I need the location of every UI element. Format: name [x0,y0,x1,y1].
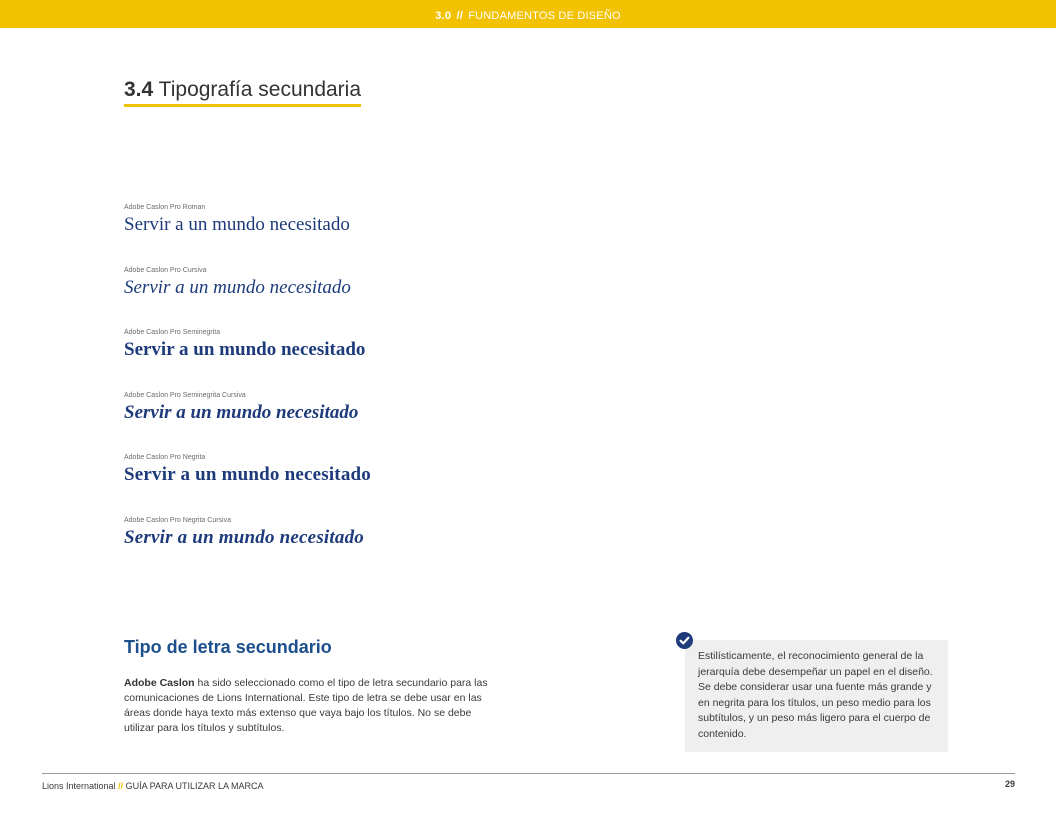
font-sample-text: Servir a un mundo necesitado [124,464,371,485]
footer-org: Lions International [42,781,116,791]
font-sample-semibold-italic [124,391,358,424]
page-number: 29 [1004,779,1015,789]
font-sample-bold [124,453,371,486]
body-paragraph [124,676,496,736]
body-text: ha sido seleccionado como el tipo de letra secundario para las comunicaciones de Lions International. Este tipo de letra se debe usar en las áreas donde haya texto más extenso que vaya bajo los títulos. No se debe utilizar para los títulos y subtítulos. [124,677,488,734]
page-title-text: Tipografía secundaria [158,78,362,101]
note-box [685,640,948,752]
footer-credit [42,781,263,791]
font-sample-text: Servir a un mundo necesitado [124,402,359,423]
header-section-name: FUNDAMENTOS DE DISEÑO [468,10,621,22]
font-sample-label: Adobe Caslon Pro Roman [124,204,206,211]
footer-separator: // [118,781,124,791]
body-heading: Tipo de letra secundario [124,637,332,657]
footer-divider [42,773,1015,774]
page-title-number: 3.4 [124,78,154,101]
font-sample-bold-italic [124,516,364,549]
font-sample-label: Adobe Caslon Pro Negrita Cursiva [124,517,231,524]
header-separator: // [456,10,463,22]
body-lead: Adobe Caslon [124,677,195,689]
font-sample-label: Adobe Caslon Pro Seminegrita [124,329,221,336]
font-sample-roman [124,203,350,236]
font-sample-text: Servir a un mundo necesitado [124,527,364,548]
font-sample-semibold [124,328,365,361]
font-sample-italic [124,266,351,299]
font-sample-label: Adobe Caslon Pro Seminegrita Cursiva [124,392,246,399]
header-section-number: 3.0 [435,10,452,22]
section-header-bar [0,0,1056,28]
font-sample-text: Servir a un mundo necesitado [124,339,366,360]
page-title [124,78,361,107]
font-sample-label: Adobe Caslon Pro Negrita [124,454,206,461]
check-circle-icon [676,632,693,649]
footer-guide: GUÍA PARA UTILIZAR LA MARCA [125,781,264,791]
font-sample-text: Servir a un mundo necesitado [124,214,350,235]
note-text: Estilísticamente, el reconocimiento general de la jerarquía debe desempeñar un papel en el diseño. Se debe considerar usar una fuente más grande y en negrita para los títulos, un peso medio para los subtítulos, y un peso más ligero para el cuerpo de contenido. [698,650,933,740]
font-sample-text: Servir a un mundo necesitado [124,277,351,298]
font-sample-label: Adobe Caslon Pro Cursiva [124,267,207,274]
